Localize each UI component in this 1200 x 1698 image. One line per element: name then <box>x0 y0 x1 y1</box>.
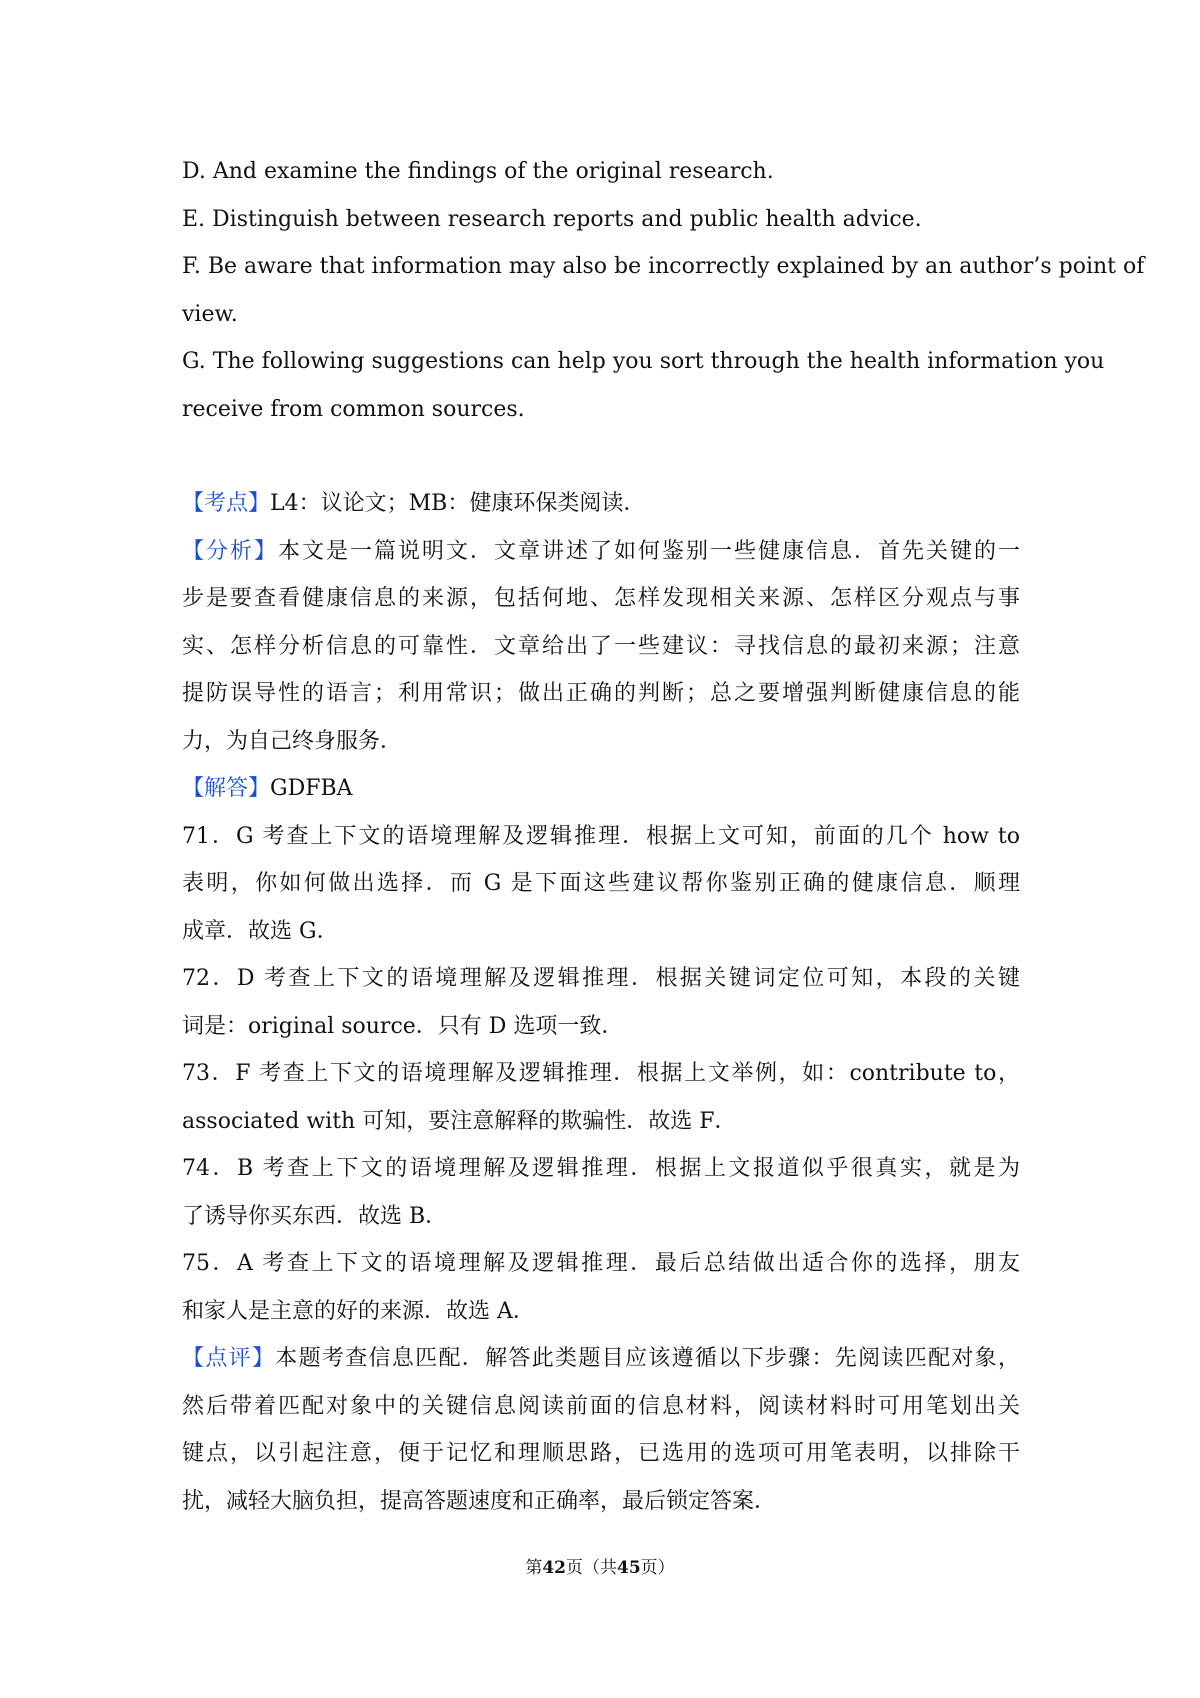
answer-71: 71．G 考查上下文的语境理解及逻辑推理．根据上文可知，前面的几个 how to <box>182 823 1020 849</box>
jieda-text: GDFBA <box>270 776 353 801</box>
kaodian-tag: 【考点】 <box>182 491 271 516</box>
fenxi-text-line: 力，为自己终身服务． <box>182 728 403 754</box>
footer-middle: 页（共 <box>566 1558 617 1578</box>
jieda-tag: 【解答】 <box>182 776 271 801</box>
answer-74-end: 了诱导你买东西．故选 B． <box>182 1203 448 1229</box>
footer-total-pages: 45 <box>617 1558 641 1578</box>
fenxi-text-line: 实、怎样分析信息的可靠性．文章给出了一些建议：寻找信息的最初来源；注意 <box>182 633 1020 659</box>
fenxi-line <box>182 528 1020 576</box>
fenxi-text: 本文是一篇说明文．文章讲述了如何鉴别一些健康信息．首先关键的一 <box>278 538 1020 564</box>
footer-prefix: 第 <box>525 1558 543 1578</box>
section-gap <box>182 433 1020 480</box>
page-footer <box>0 1556 1200 1580</box>
answer-72-end: 词是：original source．只有 D 选项一致． <box>182 1013 624 1039</box>
dianping-line <box>182 1335 1020 1383</box>
option-g: G. The following suggestions can help you sort through the health information you <box>182 349 1105 374</box>
answer-74: 74．B 考查上下文的语境理解及逻辑推理．根据上文报道似乎很真实，就是为 <box>182 1156 1020 1181</box>
kaodian-line <box>182 480 1020 528</box>
dianping-tag: 【点评】 <box>182 1346 276 1371</box>
footer-suffix: 页） <box>640 1558 675 1578</box>
option-g-cont: receive from common sources. <box>182 396 525 422</box>
answer-71-end: 成章．故选 G． <box>182 918 339 944</box>
kaodian-text: L4：议论文；MB：健康环保类阅读． <box>270 491 646 516</box>
dianping-text-line: 然后带着匹配对象中的关键信息阅读前面的信息材料，阅读材料时可用笔划出关 <box>182 1393 1020 1419</box>
dianping-text-line: 扰，减轻大脑负担，提高答题速度和正确率，最后锁定答案． <box>182 1488 777 1514</box>
page-content <box>182 148 1145 1525</box>
option-f-cont: view. <box>182 301 238 327</box>
jieda-line <box>182 765 1020 813</box>
fenxi-tag: 【分析】 <box>182 538 278 564</box>
dianping-text: 本题考查信息匹配．解答此类题目应该遵循以下步骤：先阅读匹配对象， <box>275 1346 1020 1371</box>
answer-73-end: associated with 可知，要注意解释的欺骗性．故选 F． <box>182 1108 737 1134</box>
answer-75-end: 和家人是主意的好的来源．故选 A． <box>182 1298 535 1324</box>
answer-75: 75．A 考查上下文的语境理解及逻辑推理．最后总结做出适合你的选择，朋友 <box>182 1251 1020 1276</box>
footer-page-number: 42 <box>542 1558 566 1578</box>
fenxi-text-line: 步是要查看健康信息的来源，包括何地、怎样发现相关来源、怎样区分观点与事 <box>182 586 1020 611</box>
option-e: E. Distinguish between research reports and public health advice. <box>182 206 922 232</box>
answer-71-cont: 表明，你如何做出选择．而 G 是下面这些建议帮你鉴别正确的健康信息．顺理 <box>182 871 1020 896</box>
answer-73: 73．F 考查上下文的语境理解及逻辑推理．根据上文举例，如：contribute to， <box>182 1061 1020 1086</box>
answer-72: 72．D 考查上下文的语境理解及逻辑推理．根据关键词定位可知，本段的关键 <box>182 966 1020 991</box>
dianping-text-line: 键点，以引起注意，便于记忆和理顺思路，已选用的选项可用笔表明，以排除干 <box>182 1441 1020 1466</box>
option-d: D. And examine the findings of the original research. <box>182 159 774 184</box>
option-f: F. Be aware that information may also be incorrectly explained by an author’s point of <box>182 254 1145 279</box>
fenxi-text-line: 提防误导性的语言；利用常识；做出正确的判断；总之要增强判断健康信息的能 <box>182 681 1020 706</box>
